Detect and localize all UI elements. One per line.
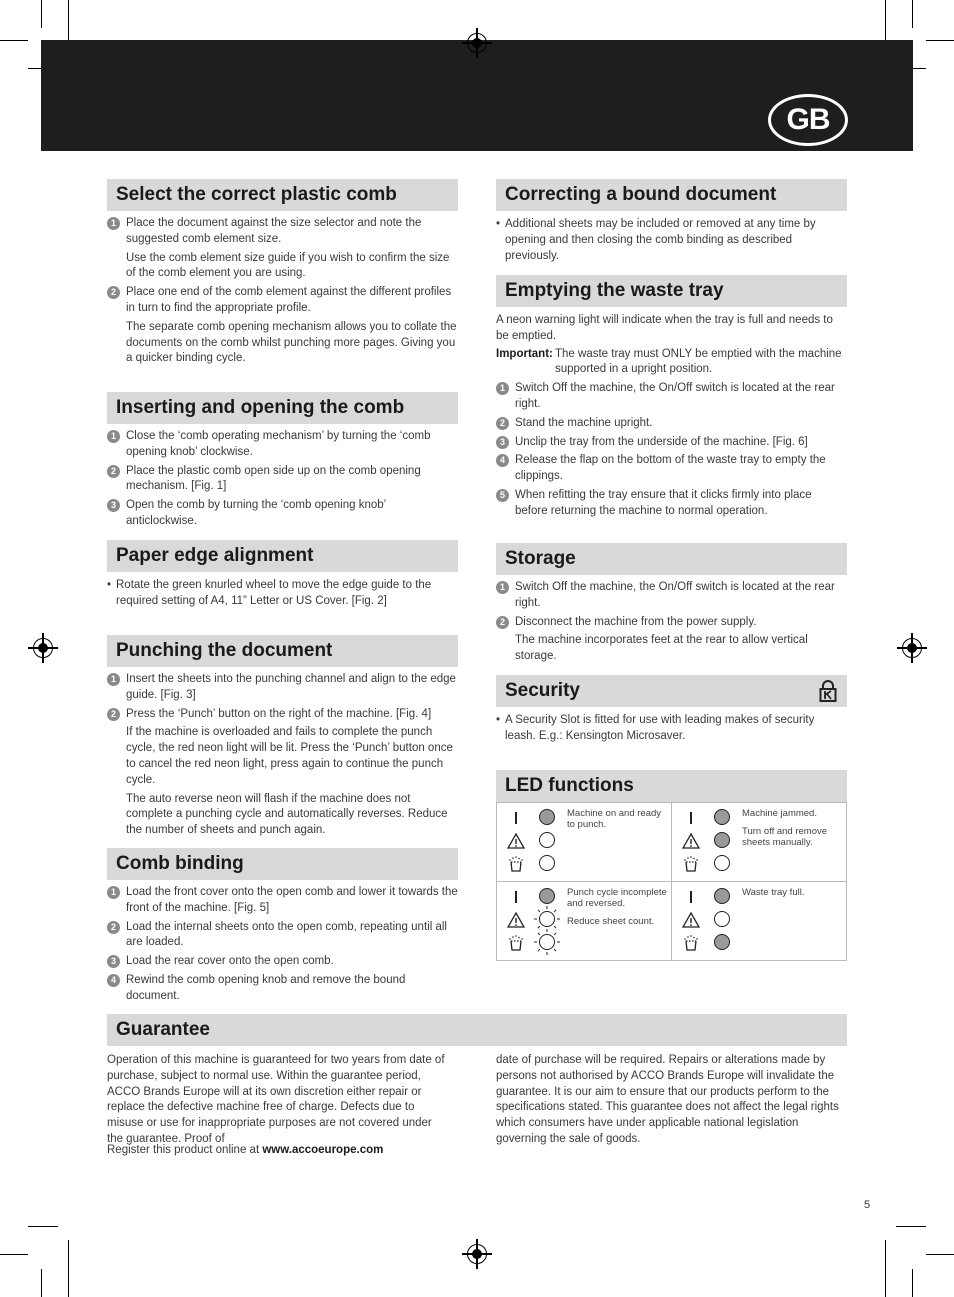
- page-number: 5: [864, 1199, 871, 1211]
- step-text: Press the ‘Punch’ button on the right of the machine. [Fig. 4]: [126, 707, 432, 720]
- step-number: 3: [496, 436, 509, 449]
- bullet-item: • Rotate the green knurled wheel to move the edge guide to the required setting of A4, 11” Letter or US Cover. [Fig. 2]: [107, 578, 458, 610]
- crop-mark: [28, 1226, 58, 1227]
- led-light: [714, 888, 730, 904]
- crop-mark: [0, 40, 28, 41]
- step-number: 1: [496, 382, 509, 395]
- led-description: [567, 887, 667, 927]
- led-cell: [672, 803, 847, 882]
- led-row: [678, 830, 734, 853]
- step-text: Place the document against the size selector and note the suggested comb element size.: [126, 217, 422, 245]
- step-text: Disconnect the machine from the power supply.: [515, 615, 757, 628]
- step-text: Load the front cover onto the open comb and lower it towards the front of the machine. [Fig. 5]: [126, 886, 458, 914]
- numbered-step: [496, 435, 847, 451]
- step-text: Place the plastic comb open side up on the comb opening mechanism. [Fig. 1]: [126, 464, 421, 493]
- section-title: Comb binding: [107, 848, 458, 880]
- waste-intro: A neon warning light will indicate when the tray is full and needs to be emptied.: [496, 314, 833, 342]
- led-indicator-column: [678, 886, 734, 955]
- warning-icon: [682, 832, 700, 850]
- guarantee-col-2: date of purchase will be required. Repairs or alterations made by persons not authorised by ACCO Brands Europe will invalidate the guarantee. It is our aim to ensure that our products perform to the specifications stated. This guarantee does not affect the legal rights which consumers have under applicable national legislation governing the sale of goods.: [496, 1054, 839, 1145]
- step-text: When refitting the tray ensure that it clicks firmly into place before returning the machine to normal operation.: [515, 488, 812, 517]
- numbered-step: [107, 973, 458, 1005]
- register-text: Register this product online at: [107, 1144, 263, 1156]
- led-light: [539, 832, 555, 848]
- step-number: 2: [107, 286, 120, 299]
- led-description-line: Reduce sheet count.: [567, 916, 655, 927]
- tray-icon: [682, 855, 700, 873]
- led-light: [714, 934, 730, 950]
- crop-mark: [0, 1254, 28, 1255]
- power-icon: [507, 809, 525, 827]
- step-number: 5: [496, 489, 509, 502]
- section-title: Punching the document: [107, 635, 458, 667]
- numbered-step: [496, 381, 847, 413]
- numbered-step: [107, 285, 458, 317]
- section-title: Correcting a bound document: [496, 179, 847, 211]
- step-text: Insert the sheets into the punching channel and align to the edge guide. [Fig. 3]: [126, 673, 456, 701]
- section-led-functions: [496, 770, 847, 927]
- led-description-line: Punch cycle incomplete and reversed.: [567, 887, 667, 909]
- step-text: Switch Off the machine, the On/Off switch is located at the rear right.: [515, 581, 835, 609]
- numbered-step: [107, 885, 458, 917]
- led-description-line: Turn off and remove sheets manually.: [742, 826, 828, 848]
- led-description: [567, 808, 667, 830]
- led-light: [714, 855, 730, 871]
- warning-icon: [507, 832, 525, 850]
- led-row: [678, 932, 734, 955]
- section-title: LED functions: [496, 770, 847, 802]
- crop-mark: [885, 1240, 886, 1297]
- numbered-step: [496, 488, 847, 520]
- step-number: 4: [107, 974, 120, 987]
- led-description: [742, 887, 842, 898]
- step-text: Switch Off the machine, the On/Off switch is located at the rear right.: [515, 382, 835, 410]
- step-number: 3: [107, 499, 120, 512]
- step-number: 1: [107, 673, 120, 686]
- registration-mark-icon: [33, 638, 53, 658]
- numbered-step: [496, 615, 847, 631]
- step-text: Close the ‘comb operating mechanism’ by turning the ‘comb opening knob’ clockwise.: [126, 430, 431, 458]
- led-indicator-column: [678, 807, 734, 876]
- bullet-item: • A Security Slot is fitted for use with leading makes of security leash. E.g.: Kensington Microsaver.: [496, 713, 847, 745]
- step-note: The auto reverse neon will flash if the machine does not complete a punching cycle and automatically reverses. Reduce the number of sheets and punch again.: [126, 792, 448, 837]
- section-title: Storage: [496, 543, 847, 575]
- step-text: Load the internal sheets onto the open comb, repeating until all are loaded.: [126, 920, 447, 949]
- led-cell: [497, 803, 672, 882]
- step-text: Load the rear cover onto the open comb.: [126, 955, 334, 968]
- section-title: Guarantee: [107, 1014, 847, 1046]
- led-light: [714, 832, 730, 848]
- numbered-step: [107, 464, 458, 496]
- section-title: [496, 675, 847, 707]
- led-row: [678, 807, 734, 830]
- led-row: [503, 807, 559, 830]
- numbered-step: [107, 672, 458, 704]
- register-link[interactable]: www.accoeurope.com: [262, 1144, 384, 1156]
- registration-mark-icon: [467, 33, 487, 53]
- step-number: 1: [107, 886, 120, 899]
- led-row: [678, 886, 734, 909]
- step-number: 1: [496, 581, 509, 594]
- step-text: Rewind the comb opening knob and remove the bound document.: [126, 973, 406, 1002]
- important-text: The waste tray must ONLY be emptied with the machine supported in a upright position.: [555, 347, 842, 376]
- tray-icon: [507, 934, 525, 952]
- led-row: [503, 932, 559, 955]
- step-note: If the machine is overloaded and fails to complete the punch cycle, the red neon light will be lit. Press the ‘Punch’ button once to cancel the red neon light, press again to continue the punch cycle.: [126, 726, 453, 786]
- step-number: 2: [107, 708, 120, 721]
- step-note: The separate comb opening mechanism allows you to collate the documents on the comb whilst punching more pages. Giving you a quicker binding cycle.: [126, 320, 457, 365]
- step-text: Stand the machine upright.: [515, 416, 653, 429]
- crop-mark: [896, 1226, 926, 1227]
- warning-icon: [507, 911, 525, 929]
- section-paper-edge: [107, 540, 458, 610]
- bullet-item: • Additional sheets may be included or removed at any time by opening and then closing the comb binding as described previously.: [496, 217, 847, 264]
- step-note: The machine incorporates feet at the rear to allow vertical storage.: [515, 634, 808, 663]
- led-light: [539, 809, 555, 825]
- led-row: [678, 909, 734, 932]
- numbered-step: [107, 920, 458, 952]
- step-text: Open the comb by turning the ‘comb opening knob’ anticlockwise.: [126, 499, 386, 527]
- step-text: Place one end of the comb element against the different profiles in turn to find the appropriate profile.: [126, 286, 452, 314]
- led-row: [678, 853, 734, 876]
- numbered-step: [107, 954, 458, 970]
- section-title: Select the correct plastic comb: [107, 179, 458, 211]
- section-title-text: Security: [505, 680, 580, 701]
- step-number: 1: [107, 430, 120, 443]
- numbered-step: [496, 416, 847, 432]
- led-row: [503, 830, 559, 853]
- section-security: [496, 675, 847, 745]
- section-guarantee: [107, 1014, 847, 1046]
- tray-icon: [507, 855, 525, 873]
- step-text: Release the flap on the bottom of the waste tray to empty the clippings.: [515, 454, 826, 483]
- crop-mark: [926, 40, 954, 41]
- numbered-step: [107, 216, 458, 248]
- led-description: [742, 808, 842, 848]
- step-number: 3: [107, 955, 120, 968]
- section-punching: [107, 635, 458, 839]
- crop-mark: [912, 1269, 913, 1297]
- numbered-step: [107, 429, 458, 461]
- step-number: 1: [107, 217, 120, 230]
- step-number: 2: [107, 921, 120, 934]
- led-row: [503, 853, 559, 876]
- important-label: Important:: [496, 347, 553, 360]
- led-table: [496, 802, 847, 961]
- numbered-step: [107, 498, 458, 530]
- section-inserting-comb: [107, 392, 458, 530]
- power-icon: [682, 888, 700, 906]
- section-storage: [496, 543, 847, 665]
- crop-mark: [926, 1254, 954, 1255]
- section-title: Inserting and opening the comb: [107, 392, 458, 424]
- step-number: 4: [496, 454, 509, 467]
- led-indicator-column: [503, 807, 559, 876]
- tray-icon: [682, 934, 700, 952]
- led-indicator-column: [503, 886, 559, 955]
- led-light: [714, 911, 730, 927]
- step-number: 2: [496, 616, 509, 629]
- step-note: Use the comb element size guide if you wish to confirm the size of the comb element you are using.: [126, 251, 450, 280]
- led-cell: [672, 882, 847, 961]
- flashing-rays-icon: [533, 928, 561, 956]
- section-comb-binding: [107, 848, 458, 1005]
- warning-icon: [682, 911, 700, 929]
- crop-mark: [41, 1269, 42, 1297]
- crop-mark: [912, 0, 913, 28]
- registration-mark-icon: [467, 1244, 487, 1264]
- important-note: [496, 347, 847, 379]
- step-text: Unclip the tray from the underside of the machine. [Fig. 6]: [515, 435, 808, 448]
- registration-mark-icon: [902, 638, 922, 658]
- numbered-step: [496, 453, 847, 485]
- section-waste-tray: [496, 275, 847, 520]
- crop-mark: [68, 1240, 69, 1297]
- section-title: Paper edge alignment: [107, 540, 458, 572]
- section-title: Emptying the waste tray: [496, 275, 847, 307]
- led-light: [714, 809, 730, 825]
- led-cell: [497, 882, 672, 961]
- led-description-line: Waste tray full.: [742, 887, 805, 898]
- kensington-lock-icon: [819, 680, 837, 702]
- led-light: [539, 888, 555, 904]
- crop-mark: [41, 0, 42, 28]
- numbered-step: [496, 580, 847, 612]
- register-line: [107, 1143, 507, 1159]
- led-light: [539, 855, 555, 871]
- power-icon: [507, 888, 525, 906]
- guarantee-col-1: Operation of this machine is guaranteed for two years from date of purchase, subject to normal use. Within the guarantee period, ACCO Brands Europe will at its own discretion either repair or replace the defective machine free of charge. Defects due to misuse or use for inappropriate purposes are not covered under the guarantee. Proof of: [107, 1054, 445, 1145]
- step-number: 2: [496, 417, 509, 430]
- section-select-comb: [107, 179, 458, 367]
- section-correcting: [496, 179, 847, 264]
- numbered-step: [107, 707, 458, 723]
- led-description-line: Machine jammed.: [742, 808, 817, 819]
- power-icon: [682, 809, 700, 827]
- country-badge: GB: [768, 94, 848, 146]
- step-number: 2: [107, 465, 120, 478]
- led-description-line: Machine on and ready to punch.: [567, 808, 662, 830]
